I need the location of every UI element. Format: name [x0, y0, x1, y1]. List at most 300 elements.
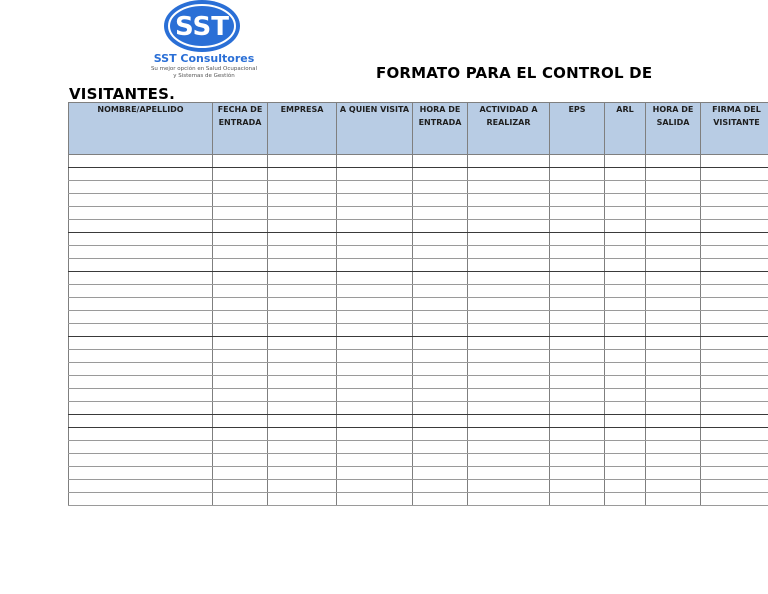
table-cell[interactable]: [337, 181, 413, 194]
table-row: [69, 376, 768, 389]
table-cell[interactable]: [701, 337, 768, 350]
table-cell[interactable]: [468, 298, 550, 311]
table-cell[interactable]: [701, 311, 768, 324]
table-cell[interactable]: [337, 415, 413, 428]
table-cell[interactable]: [646, 389, 701, 402]
table-cell[interactable]: [337, 285, 413, 298]
table-cell[interactable]: [646, 493, 701, 506]
table-cell[interactable]: [213, 324, 268, 337]
table-cell[interactable]: [213, 246, 268, 259]
table-cell[interactable]: [337, 454, 413, 467]
table-cell[interactable]: [646, 181, 701, 194]
table-cell[interactable]: [268, 194, 337, 207]
table-cell[interactable]: [701, 233, 768, 246]
table-cell[interactable]: [337, 363, 413, 376]
table-cell[interactable]: [605, 428, 646, 441]
table-cell[interactable]: [605, 233, 646, 246]
table-cell[interactable]: [550, 337, 605, 350]
table-cell[interactable]: [337, 168, 413, 181]
table-cell[interactable]: [268, 363, 337, 376]
table-cell[interactable]: [468, 350, 550, 363]
table-cell[interactable]: [413, 350, 468, 363]
table-cell[interactable]: [413, 337, 468, 350]
table-cell[interactable]: [701, 389, 768, 402]
table-cell[interactable]: [268, 389, 337, 402]
table-cell[interactable]: [701, 207, 768, 220]
column-header-arl: ARL: [605, 103, 646, 155]
table-cell[interactable]: [413, 233, 468, 246]
table-cell[interactable]: [413, 194, 468, 207]
form-title-line-1: FORMATO PARA EL CONTROL DE: [376, 64, 653, 82]
table-cell[interactable]: [605, 337, 646, 350]
table-cell[interactable]: [337, 259, 413, 272]
table-cell[interactable]: [413, 207, 468, 220]
table-cell[interactable]: [701, 220, 768, 233]
table-cell[interactable]: [213, 402, 268, 415]
table-cell[interactable]: [605, 155, 646, 168]
table-cell[interactable]: [646, 454, 701, 467]
table-cell[interactable]: [646, 259, 701, 272]
table-cell[interactable]: [646, 311, 701, 324]
table-cell[interactable]: [413, 441, 468, 454]
table-cell[interactable]: [69, 467, 213, 480]
table-cell[interactable]: [413, 363, 468, 376]
table-cell[interactable]: [69, 194, 213, 207]
table-cell[interactable]: [701, 480, 768, 493]
table-cell[interactable]: [646, 285, 701, 298]
table-cell[interactable]: [550, 363, 605, 376]
table-cell[interactable]: [605, 493, 646, 506]
table-cell[interactable]: [605, 181, 646, 194]
table-cell[interactable]: [605, 415, 646, 428]
table-cell[interactable]: [69, 324, 213, 337]
table-cell[interactable]: [268, 246, 337, 259]
table-cell[interactable]: [701, 350, 768, 363]
table-cell[interactable]: [413, 428, 468, 441]
table-cell[interactable]: [550, 233, 605, 246]
table-cell[interactable]: [701, 272, 768, 285]
table-cell[interactable]: [550, 376, 605, 389]
table-cell[interactable]: [337, 233, 413, 246]
table-cell[interactable]: [468, 480, 550, 493]
table-cell[interactable]: [413, 181, 468, 194]
table-cell[interactable]: [337, 337, 413, 350]
visitor-register-table: [68, 102, 768, 506]
table-cell[interactable]: [213, 493, 268, 506]
table-cell[interactable]: [550, 454, 605, 467]
table-cell[interactable]: [213, 272, 268, 285]
table-cell[interactable]: [69, 207, 213, 220]
logo-letters: SST: [174, 12, 230, 42]
table-cell[interactable]: [550, 493, 605, 506]
table-cell[interactable]: [337, 376, 413, 389]
table-cell[interactable]: [213, 480, 268, 493]
table-cell[interactable]: [337, 220, 413, 233]
table-cell[interactable]: [337, 311, 413, 324]
table-cell[interactable]: [268, 233, 337, 246]
table-cell[interactable]: [337, 207, 413, 220]
table-cell[interactable]: [268, 259, 337, 272]
table-cell[interactable]: [337, 298, 413, 311]
table-cell[interactable]: [646, 350, 701, 363]
table-cell[interactable]: [605, 285, 646, 298]
table-cell[interactable]: [550, 428, 605, 441]
table-row: [69, 168, 768, 181]
table-cell[interactable]: [550, 389, 605, 402]
table-cell[interactable]: [268, 467, 337, 480]
table-cell[interactable]: [701, 493, 768, 506]
table-cell[interactable]: [701, 441, 768, 454]
table-cell[interactable]: [701, 246, 768, 259]
table-cell[interactable]: [646, 155, 701, 168]
table-cell[interactable]: [550, 467, 605, 480]
table-cell[interactable]: [69, 480, 213, 493]
table-cell[interactable]: [69, 168, 213, 181]
table-row: [69, 181, 768, 194]
column-header-empresa: EMPRESA: [268, 103, 337, 155]
table-cell[interactable]: [337, 480, 413, 493]
table-cell[interactable]: [213, 454, 268, 467]
table-cell[interactable]: [646, 246, 701, 259]
table-cell[interactable]: [413, 220, 468, 233]
table-cell[interactable]: [268, 155, 337, 168]
table-cell[interactable]: [413, 402, 468, 415]
table-cell[interactable]: [69, 415, 213, 428]
table-cell[interactable]: [646, 376, 701, 389]
table-cell[interactable]: [605, 350, 646, 363]
table-cell[interactable]: [337, 428, 413, 441]
table-cell[interactable]: [550, 480, 605, 493]
table-cell[interactable]: [337, 155, 413, 168]
table-cell[interactable]: [468, 493, 550, 506]
table-cell[interactable]: [550, 194, 605, 207]
table-cell[interactable]: [337, 402, 413, 415]
table-cell[interactable]: [268, 311, 337, 324]
table-cell[interactable]: [213, 298, 268, 311]
table-cell[interactable]: [605, 454, 646, 467]
table-cell[interactable]: [646, 324, 701, 337]
table-cell[interactable]: [468, 363, 550, 376]
table-cell[interactable]: [69, 181, 213, 194]
table-cell[interactable]: [468, 324, 550, 337]
table-cell[interactable]: [701, 376, 768, 389]
table-cell[interactable]: [605, 480, 646, 493]
table-cell[interactable]: [268, 337, 337, 350]
table-cell[interactable]: [646, 194, 701, 207]
table-cell[interactable]: [213, 337, 268, 350]
table-row: [69, 363, 768, 376]
table-cell[interactable]: [646, 207, 701, 220]
table-cell[interactable]: [337, 246, 413, 259]
table-cell[interactable]: [213, 181, 268, 194]
table-cell[interactable]: [413, 246, 468, 259]
table-cell[interactable]: [605, 376, 646, 389]
table-cell[interactable]: [413, 259, 468, 272]
table-cell[interactable]: [605, 441, 646, 454]
table-cell[interactable]: [701, 467, 768, 480]
table-cell[interactable]: [468, 181, 550, 194]
table-row: [69, 298, 768, 311]
table-cell[interactable]: [213, 363, 268, 376]
table-cell[interactable]: [605, 402, 646, 415]
table-cell[interactable]: [605, 220, 646, 233]
table-cell[interactable]: [468, 246, 550, 259]
table-cell[interactable]: [550, 272, 605, 285]
table-cell[interactable]: [605, 168, 646, 181]
table-cell[interactable]: [468, 337, 550, 350]
table-cell[interactable]: [605, 259, 646, 272]
table-cell[interactable]: [213, 467, 268, 480]
table-cell[interactable]: [268, 168, 337, 181]
table-cell[interactable]: [605, 324, 646, 337]
table-cell[interactable]: [268, 493, 337, 506]
table-cell[interactable]: [468, 259, 550, 272]
table-cell[interactable]: [468, 207, 550, 220]
table-row: [69, 402, 768, 415]
table-cell[interactable]: [69, 220, 213, 233]
table-cell[interactable]: [646, 428, 701, 441]
table-cell[interactable]: [268, 441, 337, 454]
table-cell[interactable]: [605, 389, 646, 402]
table-cell[interactable]: [701, 298, 768, 311]
table-cell[interactable]: [213, 259, 268, 272]
table-cell[interactable]: [337, 441, 413, 454]
table-cell[interactable]: [213, 441, 268, 454]
table-cell[interactable]: [550, 220, 605, 233]
table-cell[interactable]: [701, 168, 768, 181]
table-cell[interactable]: [550, 259, 605, 272]
table-cell[interactable]: [413, 467, 468, 480]
table-cell[interactable]: [646, 441, 701, 454]
table-cell[interactable]: [69, 402, 213, 415]
column-header-hora-de-entrada: HORA DE ENTRADA: [413, 103, 468, 155]
table-cell[interactable]: [468, 402, 550, 415]
table-cell[interactable]: [413, 493, 468, 506]
table-cell[interactable]: [413, 454, 468, 467]
table-cell[interactable]: [69, 285, 213, 298]
table-cell[interactable]: [213, 207, 268, 220]
table-row: [69, 415, 768, 428]
table-cell[interactable]: [605, 363, 646, 376]
table-cell[interactable]: [69, 376, 213, 389]
table-cell[interactable]: [268, 272, 337, 285]
table-cell[interactable]: [268, 324, 337, 337]
table-cell[interactable]: [337, 272, 413, 285]
table-cell[interactable]: [468, 441, 550, 454]
table-cell[interactable]: [337, 324, 413, 337]
table-cell[interactable]: [213, 285, 268, 298]
table-cell[interactable]: [646, 363, 701, 376]
table-cell[interactable]: [605, 298, 646, 311]
column-header-firma-del-visitante: FIRMA DEL VISITANTE: [701, 103, 768, 155]
table-cell[interactable]: [605, 272, 646, 285]
table-cell[interactable]: [701, 454, 768, 467]
table-row: [69, 337, 768, 350]
table-cell[interactable]: [701, 259, 768, 272]
table-cell[interactable]: [413, 415, 468, 428]
table-cell[interactable]: [69, 298, 213, 311]
table-cell[interactable]: [468, 155, 550, 168]
table-cell[interactable]: [337, 194, 413, 207]
column-header-hora-de-salida: HORA DE SALIDA: [646, 103, 701, 155]
table-cell[interactable]: [468, 376, 550, 389]
table-cell[interactable]: [413, 168, 468, 181]
table-cell[interactable]: [213, 415, 268, 428]
table-cell[interactable]: [69, 428, 213, 441]
table-cell[interactable]: [413, 155, 468, 168]
table-cell[interactable]: [413, 272, 468, 285]
table-cell[interactable]: [69, 233, 213, 246]
table-cell[interactable]: [646, 480, 701, 493]
table-cell[interactable]: [268, 402, 337, 415]
table-cell[interactable]: [468, 194, 550, 207]
table-cell[interactable]: [646, 272, 701, 285]
table-cell[interactable]: [213, 168, 268, 181]
sst-logo-icon: [162, 0, 242, 54]
table-cell[interactable]: [268, 220, 337, 233]
table-cell[interactable]: [69, 350, 213, 363]
column-header-a-quien-visita: A QUIEN VISITA: [337, 103, 413, 155]
table-cell[interactable]: [605, 207, 646, 220]
table-cell[interactable]: [646, 220, 701, 233]
table-cell[interactable]: [413, 480, 468, 493]
table-cell[interactable]: [701, 363, 768, 376]
table-cell[interactable]: [468, 467, 550, 480]
table-cell[interactable]: [701, 181, 768, 194]
table-cell[interactable]: [413, 285, 468, 298]
table-cell[interactable]: [69, 454, 213, 467]
table-cell[interactable]: [468, 285, 550, 298]
table-cell[interactable]: [550, 298, 605, 311]
table-row: [69, 350, 768, 363]
table-cell[interactable]: [550, 285, 605, 298]
table-cell[interactable]: [550, 168, 605, 181]
table-cell[interactable]: [69, 311, 213, 324]
table-cell[interactable]: [268, 285, 337, 298]
table-cell[interactable]: [69, 246, 213, 259]
table-cell[interactable]: [69, 441, 213, 454]
table-cell[interactable]: [268, 480, 337, 493]
table-cell[interactable]: [646, 415, 701, 428]
table-row: [69, 220, 768, 233]
table-cell[interactable]: [605, 311, 646, 324]
table-row: [69, 155, 768, 168]
table-cell[interactable]: [550, 155, 605, 168]
table-cell[interactable]: [268, 207, 337, 220]
table-cell[interactable]: [550, 441, 605, 454]
table-cell[interactable]: [413, 298, 468, 311]
table-cell[interactable]: [413, 389, 468, 402]
table-cell[interactable]: [468, 272, 550, 285]
table-cell[interactable]: [646, 337, 701, 350]
table-cell[interactable]: [646, 402, 701, 415]
table-cell[interactable]: [701, 415, 768, 428]
table-cell[interactable]: [646, 298, 701, 311]
table-cell[interactable]: [268, 298, 337, 311]
table-cell[interactable]: [468, 389, 550, 402]
table-cell[interactable]: [213, 389, 268, 402]
table-cell[interactable]: [268, 415, 337, 428]
table-cell[interactable]: [268, 376, 337, 389]
table-cell[interactable]: [213, 428, 268, 441]
table-row: [69, 454, 768, 467]
table-cell[interactable]: [646, 467, 701, 480]
table-cell[interactable]: [337, 389, 413, 402]
table-cell[interactable]: [268, 454, 337, 467]
table-row: [69, 389, 768, 402]
table-cell[interactable]: [268, 350, 337, 363]
table-row: [69, 493, 768, 506]
table-row: [69, 324, 768, 337]
table-cell[interactable]: [213, 350, 268, 363]
table-row: [69, 233, 768, 246]
table-cell[interactable]: [550, 350, 605, 363]
table-row: [69, 285, 768, 298]
table-cell[interactable]: [550, 324, 605, 337]
table-cell[interactable]: [69, 155, 213, 168]
table-cell[interactable]: [646, 233, 701, 246]
table-cell[interactable]: [337, 350, 413, 363]
table-cell[interactable]: [550, 181, 605, 194]
table-cell[interactable]: [69, 259, 213, 272]
table-cell[interactable]: [268, 181, 337, 194]
table-cell[interactable]: [701, 324, 768, 337]
table-cell[interactable]: [413, 311, 468, 324]
table-cell[interactable]: [646, 168, 701, 181]
table-row: [69, 441, 768, 454]
table-cell[interactable]: [213, 376, 268, 389]
table-cell[interactable]: [337, 493, 413, 506]
table-cell[interactable]: [213, 233, 268, 246]
table-cell[interactable]: [550, 246, 605, 259]
table-cell[interactable]: [605, 246, 646, 259]
table-cell[interactable]: [550, 415, 605, 428]
table-cell[interactable]: [213, 194, 268, 207]
table-cell[interactable]: [468, 454, 550, 467]
table-cell[interactable]: [69, 337, 213, 350]
table-cell[interactable]: [468, 415, 550, 428]
table-cell[interactable]: [605, 467, 646, 480]
table-cell[interactable]: [701, 155, 768, 168]
table-cell[interactable]: [550, 207, 605, 220]
table-cell[interactable]: [605, 194, 646, 207]
table-cell[interactable]: [701, 194, 768, 207]
table-cell[interactable]: [337, 467, 413, 480]
table-cell[interactable]: [468, 428, 550, 441]
table-cell[interactable]: [69, 272, 213, 285]
table-cell[interactable]: [550, 402, 605, 415]
table-cell[interactable]: [413, 376, 468, 389]
table-cell[interactable]: [213, 155, 268, 168]
table-cell[interactable]: [468, 233, 550, 246]
table-cell[interactable]: [701, 428, 768, 441]
table-cell[interactable]: [701, 285, 768, 298]
table-cell[interactable]: [213, 220, 268, 233]
table-row: [69, 259, 768, 272]
table-cell[interactable]: [468, 311, 550, 324]
table-cell[interactable]: [413, 324, 468, 337]
table-cell[interactable]: [69, 363, 213, 376]
table-cell[interactable]: [213, 311, 268, 324]
table-cell[interactable]: [69, 493, 213, 506]
table-row: [69, 207, 768, 220]
table-cell[interactable]: [268, 428, 337, 441]
table-cell[interactable]: [550, 311, 605, 324]
table-cell[interactable]: [468, 220, 550, 233]
table-cell[interactable]: [701, 402, 768, 415]
table-cell[interactable]: [468, 168, 550, 181]
table-cell[interactable]: [69, 389, 213, 402]
